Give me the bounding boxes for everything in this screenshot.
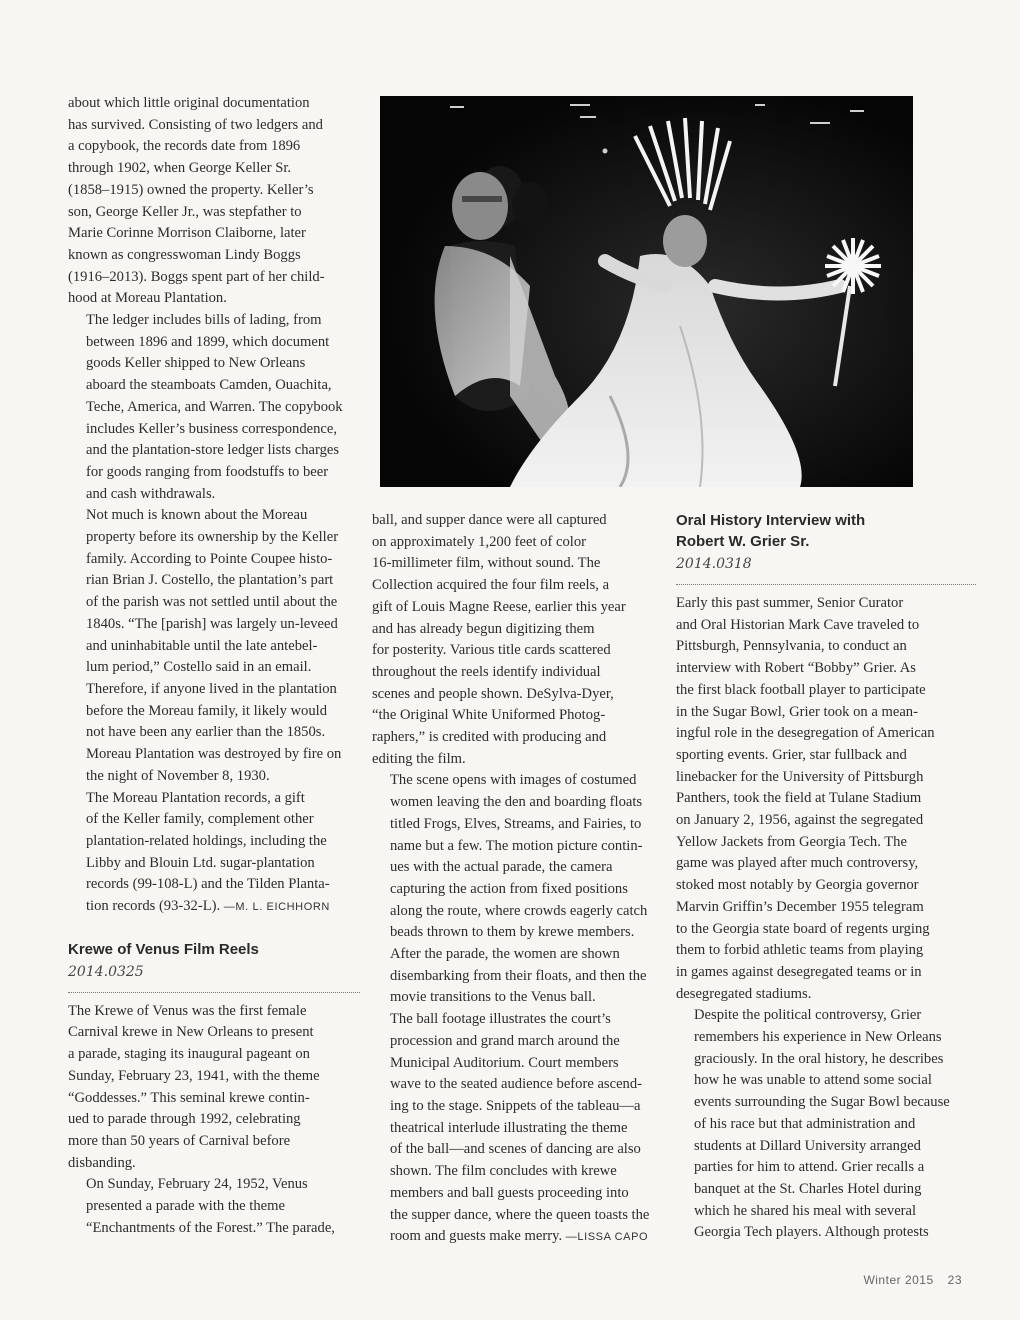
paragraph-grier-1: Early this past summer, Senior Curator and Oral Historian Mark Cave traveled to Pittsburgh, Pennsylvania, to conduct an interview with Robert “Bobby” Grier. As the first black football player to participate in the Sugar Bowl, Grier took on a mean- ingful role in the desegregation of American sporting events. Grier, star fullback and linebacker for the University of Pittsburgh Panthers, took the field at Tulane Stadium on January 2, 1956, against the segregated Yellow Jackets from Georgia Tech. The game was played after much controversy, stoked most notably by Georgia governor Marvin Griffin’s December 1955 telegram to the Georgia state board of regents urging them to forbid athletic teams from playing in games against desegregated teams or in desegregated stadiums. [676,595,935,1002]
column-3 [676,510,976,1244]
paragraph-venus-5: The ball footage illustrates the court’s procession and grand march around the Municipal Auditorium. Court members wave to the seated audience before ascend- ing to the stage. Snippets of the tableau—a theatrical interlude illustrating the theme of the ball—and scenes of dancing are also shown. The film concludes with krewe members and ball guests proceeding into the supper dance, where the queen toasts the room and guests make merry. —LISSA CAPO [390,1011,650,1245]
paragraph-venus-3: ball, and supper dance were all captured on approximately 1,200 feet of color 16-millimeter film, without sound. The Collection acquired the four film reels, a gift of Louis Magne Reese, earlier this year and has already begun digitizing them for posterity. Various title cards scattered throughout the reels identify individual scenes and people shown. DeSylva-Dyer, “the Original White Uniformed Photog- raphers,” is credited with producing and editing the film. [372,512,626,767]
accession-number: 2014.0318 [676,556,752,572]
ball-photograph [380,96,913,487]
issue-label: Winter 2015 [863,1273,934,1287]
author-signature: —LISSA CAPO [565,1231,649,1244]
paragraph-moreau-1: about which little original documentation has survived. Consisting of two ledgers and a copybook, the records date from 1896 through 1902, when George Keller Sr. (1858–1915) owned the property. Keller’s son, George Keller Jr., was stepfather to Marie Corinne Morrison Claiborne, later known as congresswoman Lindy Boggs (1916–2013). Boggs spent part of her child- hood at Moreau Plantation. [68,95,325,307]
paragraph-moreau-4: The Moreau Plantation records, a gift of the Keller family, complement other plantation-related holdings, including the Libby and Blouin Ltd. sugar-plantation records (99-108-L) and the Tilden Planta- tion records (93-32-L). —M. L. EICHHORN [86,789,330,915]
author-signature: —M. L. EICHHORN [223,901,330,914]
dotted-divider [68,992,360,993]
paragraph-grier-2: Despite the political controversy, Grier remembers his experience in New Orleans graciously. In the oral history, he describes how he was unable to attend some social events surrounding the Sugar Bowl because of his race but that administration and students at Dillard University arranged parties for him to attend. Grier recalls a banquet at the St. Charles Hotel during which he shared his meal with several Georgia Tech players. Although protests [694,1007,950,1241]
paragraph-moreau-2: The ledger includes bills of lading, from between 1896 and 1899, which document goods Keller shipped to New Orleans aboard the steamboats Camden, Ouachita, Teche, America, and Warren. The copybook includes Keller’s business correspondence, and the plantation-store ledger lists charges for goods ranging from foodstuffs to beer and cash withdrawals. [86,312,343,502]
accession-number: 2014.0325 [68,963,144,980]
column-2 [372,510,664,1249]
dotted-divider [676,584,976,585]
column-1 [68,93,360,1239]
section-title-oral-history: Oral History Interview with Robert W. Grier Sr. [676,512,866,550]
paragraph-venus-1: The Krewe of Venus was the first female Carnival krewe in New Orleans to present a parade, staging its inaugural pageant on Sunday, February 23, 1941, with the theme “Goddesses.” This seminal krewe contin- ued to parade through 1992, celebrating more than 50 years of Carnival before disbanding. [68,1002,320,1171]
paragraph-venus-2: On Sunday, February 24, 1952, Venus presented a parade with the theme “Enchantments of the Forest.” The parade, [86,1176,335,1236]
section-title-krewe-of-venus: Krewe of Venus Film Reels [68,940,259,958]
page-footer [863,1273,962,1287]
page-number: 23 [947,1273,962,1287]
paragraph-moreau-3: Not much is known about the Moreau property before its ownership by the Keller family. According to Pointe Coupee histo- rian Brian J. Costello, the plantation’s part of the parish was not settled until about the 1840s. “The [parish] was largely un-leveed and uninhabitable until the late antebel- lum period,” Costello said in an email. Therefore, if anyone lived in the plantation before the Moreau family, it likely would not have been any earlier than the 1850s. Moreau Plantation was destroyed by fire on the night of November 8, 1930. [86,507,342,784]
krewe-of-venus-photo [380,96,913,487]
paragraph-venus-4: The scene opens with images of costumed women leaving the den and boarding floats titled Frogs, Elves, Streams, and Fairies, to name but a few. The motion picture contin- ues with the actual parade, the camera capturing the action from fixed positions along the route, where crowds eagerly catch beads thrown to them by krewe members. After the parade, the women are shown disembarking from their floats, and then the movie transitions to the Venus ball. [390,772,648,1006]
